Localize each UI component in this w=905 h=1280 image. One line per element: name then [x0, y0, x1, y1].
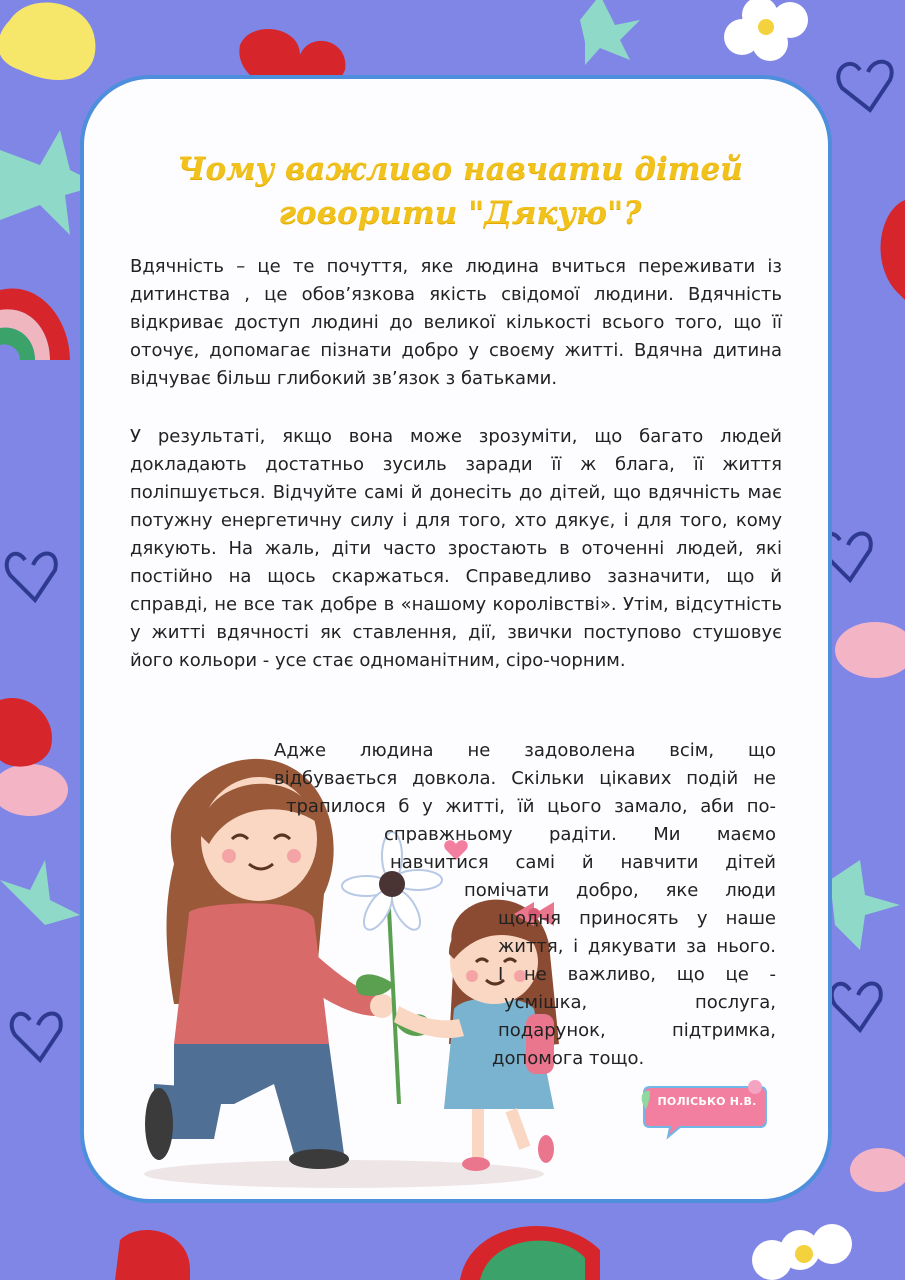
paragraph-3-line: допомога тощо.: [492, 1048, 645, 1069]
pink-petal-icon: [0, 764, 68, 816]
flower-icon: [748, 1080, 762, 1094]
red-heart-icon: [115, 1230, 190, 1280]
paragraph-3-line: життя, і дякувати за нього.: [498, 936, 776, 957]
rainbow-icon: [460, 1226, 600, 1280]
paragraph-3-line: відбувається довкола. Скільки цікавих подій не: [274, 768, 776, 789]
rainbow-icon: [0, 288, 70, 360]
paragraph-3-line: навчитися самі й навчити дітей: [390, 852, 776, 873]
outline-heart-icon: [12, 1014, 61, 1060]
outline-heart-icon: [838, 62, 891, 110]
content-card: [80, 75, 832, 1203]
paragraph-3-line: щодня приносять у наше: [498, 908, 776, 929]
paragraph-3-line: усмішка, послуга,: [504, 992, 776, 1013]
white-flower-icon: [752, 1224, 852, 1280]
author-badge: [640, 1079, 770, 1141]
teal-star-icon: [830, 860, 900, 950]
author-name: ПОЛІСЬКО Н.В.: [657, 1095, 757, 1108]
outline-heart-icon: [7, 554, 56, 600]
pink-petal-icon: [850, 1148, 905, 1192]
paragraph-3: [274, 737, 776, 1073]
teal-star-icon: [580, 0, 640, 65]
paragraph-3-line: подарунок, підтримка,: [498, 1020, 776, 1041]
paragraph-1: Вдячність – це те почуття, яке людина вчиться переживати із дитинства , це обов’язкова якість свідомої людини. Вдячність відкриває доступ людині до великої кількості всього того, що її оточує, допомагає пізнати добро у своєму житті. Вдячна дитина відчуває більш глибокий зв’язок з батьками.: [130, 256, 782, 389]
paragraph-3-line: помічати добро, яке люди: [464, 880, 776, 901]
paragraph-3-line: справжньому радіти. Ми маємо: [384, 824, 776, 845]
outline-heart-icon: [832, 984, 881, 1030]
red-heart-icon: [881, 200, 905, 300]
white-flower-icon: [724, 0, 808, 61]
page-title: [84, 147, 832, 235]
paragraph-3-line: трапилося б у житті, їй цього замало, аби по-: [286, 796, 776, 817]
paragraph-3-line: І не важливо, що це -: [498, 964, 776, 985]
teal-star-icon: [0, 860, 80, 925]
yellow-heart-icon: [0, 3, 95, 80]
paragraph-3-line: Адже людина не задоволена всім, що: [274, 740, 776, 761]
red-heart-icon: [0, 698, 52, 767]
title-line-2: говорити "Дякую"?: [278, 195, 642, 231]
pink-petal-icon: [835, 622, 905, 678]
paragraph-2: У результаті, якщо вона може зрозуміти, що багато людей докладають достатньо зусиль заради її ж блага, її життя поліпшується. Відчуйте самі й донесіть до дітей, що вдячність має потужну енергетичну силу і для того, хто дякує, і для того, кому дякують. На жаль, діти часто зростають в оточенні людей, які постійно на щось скаржаться. Справедливо зазначити, що й справді, не все так добре в «нашому королівстві». Утім, відсутність у житті вдячності як ставлення, дії, звички поступово стушовує його кольори - усе стає одноманітним, сіро-чорним.: [130, 426, 782, 671]
title-line-1: Чому важливо навчати дітей: [177, 151, 743, 187]
